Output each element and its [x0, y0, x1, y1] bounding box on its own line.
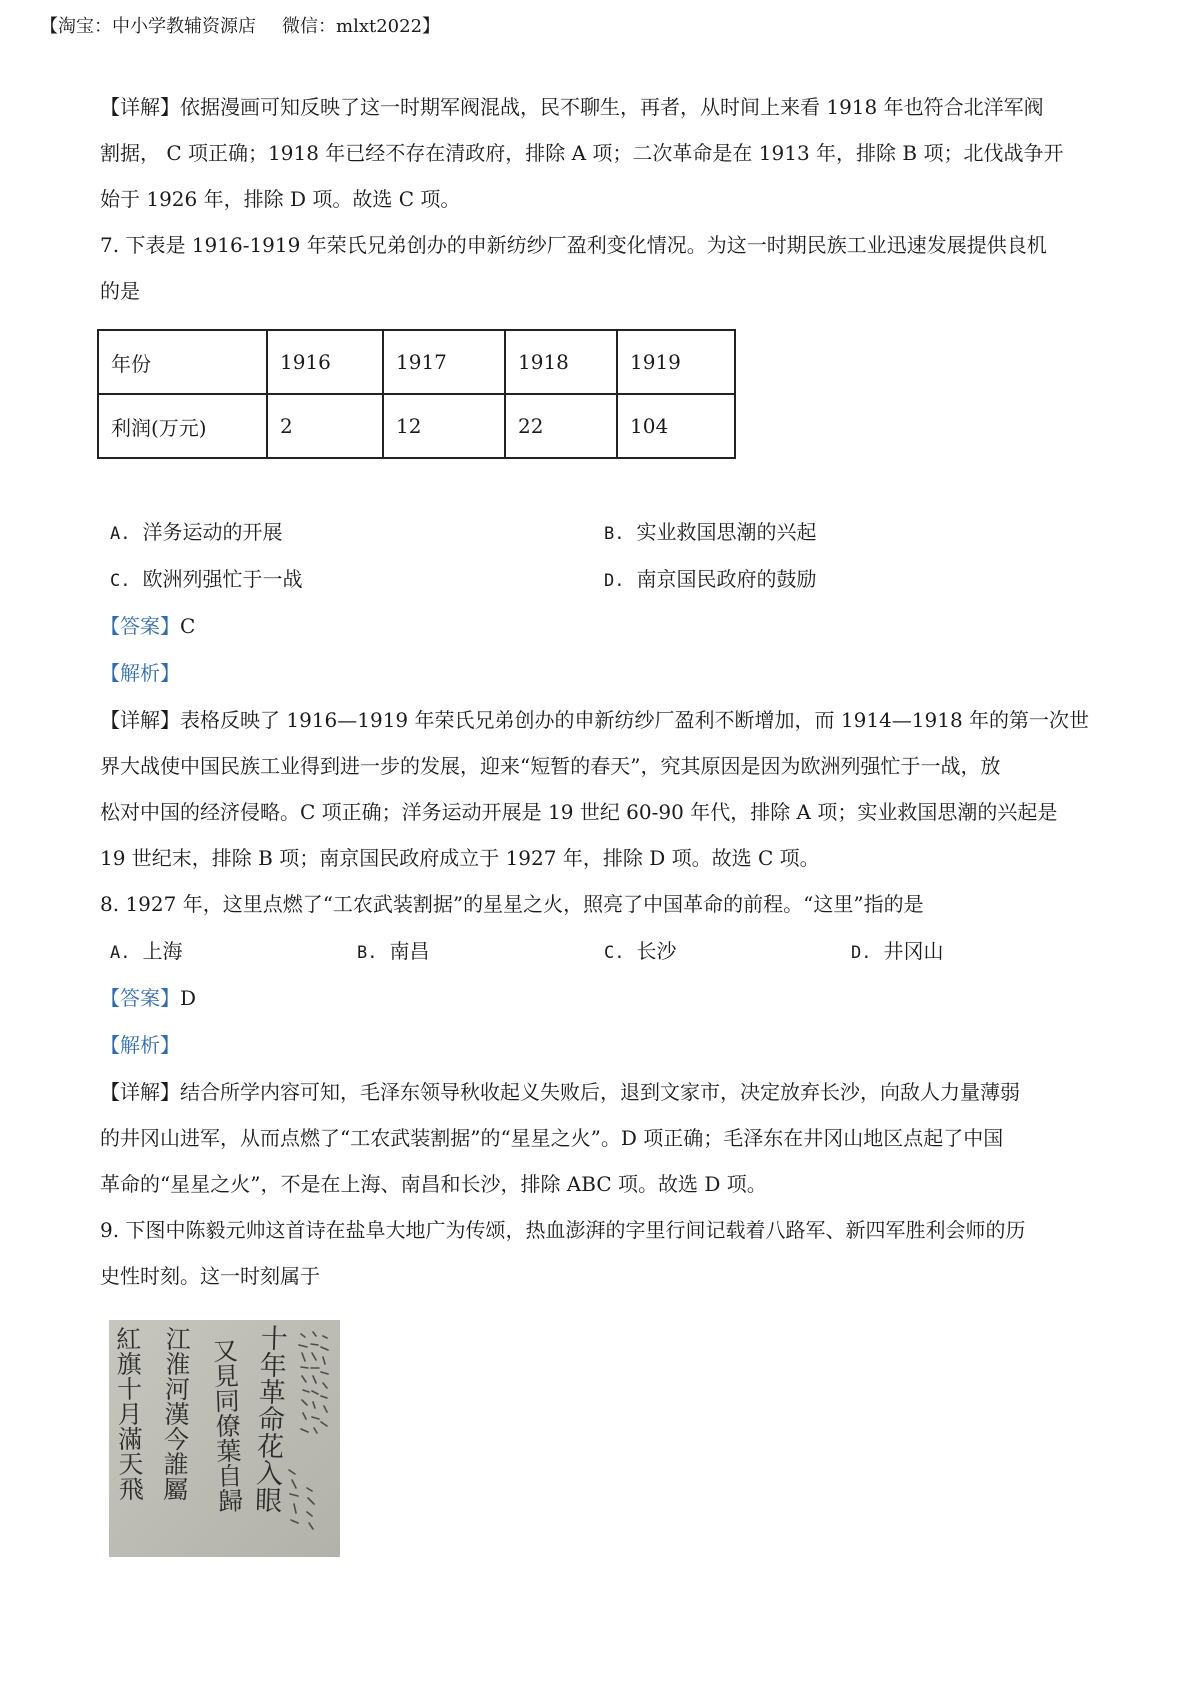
q8-detail-line-2: 的井冈山进军，从而点燃了“工农武装割据”的“星星之火”。D 项正确；毛泽东在井冈山地区点起了中国: [100, 1126, 1004, 1150]
q6-detail-line-2: 割据， C 项正确；1918 年已经不存在清政府，排除 A 项；二次革命是在 1913 年，排除 B 项；北伐战争开: [100, 141, 1064, 165]
q7-stem-line-1: 7. 下表是 1916-1919 年荣氏兄弟创办的申新纺纱厂盈利变化情况。为这一时期民族工业迅速发展提供良机: [100, 233, 1047, 257]
calligraphy-col-4: 紅旗十月滿天飛: [112, 1325, 145, 1502]
q6-detail-line-1: 【详解】依据漫画可知反映了这一时期军阀混战，民不聊生，再者，从时间上来看 1918 年也符合北洋军阀: [100, 95, 1044, 119]
detail-tag: 【详解】: [100, 1080, 180, 1104]
header-shop: 【淘宝：中小学教辅资源店: [40, 16, 256, 37]
table-cell: 1917: [383, 330, 505, 394]
q8-detail-line-1: 【详解】结合所学内容可知，毛泽东领导秋收起义失败后，退到文家市，决定放弃长沙，向敌人力量薄弱: [100, 1080, 1020, 1104]
q7-detail-line-4: 19 世纪末，排除 B 项；南京国民政府成立于 1927 年，排除 D 项。故选 C 项。: [100, 846, 820, 870]
answer-tag: 【答案】: [100, 986, 180, 1010]
q7-option-c: C. 欧洲列强忙于一战: [110, 567, 303, 591]
profit-table: [97, 329, 736, 459]
calligraphy-col-3: 江淮河漢今誰屬: [159, 1325, 192, 1502]
table-cell: 1918: [505, 330, 617, 394]
q8-option-d: D. 井冈山: [851, 939, 944, 963]
q8-stem: 8. 1927 年，这里点燃了“工农武装割据”的星星之火，照亮了中国革命的前程。“这里”指的是: [100, 892, 924, 916]
table-cell: 12: [383, 394, 505, 458]
table-cell: 利润(万元): [98, 394, 267, 458]
q8-option-c: C. 长沙: [604, 939, 677, 963]
q7-detail-line-3: 松对中国的经济侵略。C 项正确；洋务运动开展是 19 世纪 60-90 年代，排除 A 项；实业救国思潮的兴起是: [100, 800, 1058, 824]
q7-stem-line-2: 的是: [100, 279, 140, 303]
table-row: [98, 330, 735, 394]
table-cell: 年份: [98, 330, 267, 394]
q7-analysis-tag: 【解析】: [100, 661, 180, 685]
q9-stem-line-1: 9. 下图中陈毅元帅这首诗在盐阜大地广为传颂，热血澎湃的字里行间记载着八路军、新四军胜利会师的历: [100, 1218, 1026, 1242]
q7-answer: 【答案】C: [100, 614, 196, 638]
table-cell: 1916: [267, 330, 383, 394]
q8-option-b: B. 南昌: [357, 939, 430, 963]
table-row: [98, 394, 735, 458]
q9-stem-line-2: 史性时刻。这一时刻属于: [100, 1264, 320, 1288]
q7-option-a: A. 洋务运动的开展: [110, 520, 283, 544]
table-cell: 104: [617, 394, 735, 458]
q6-detail-line-3: 始于 1926 年，排除 D 项。故选 C 项。: [100, 187, 461, 211]
q8-answer: 【答案】D: [100, 986, 197, 1010]
calligraphy-col-2: 又見同僚葉自歸: [208, 1337, 245, 1514]
header-wechat: 微信：mlxt2022】: [282, 16, 441, 37]
q7-detail-line-2: 界大战使中国民族工业得到进一步的发展，迎来“短暂的春天”，究其原因是因为欧洲列强忙于一战，放: [100, 754, 1001, 778]
calligraphy-image: [109, 1320, 340, 1557]
q8-option-a: A. 上海: [110, 939, 183, 963]
table-cell: 1919: [617, 330, 735, 394]
q7-detail-line-1: 【详解】表格反映了 1916—1919 年荣氏兄弟创办的申新纺纱厂盈利不断增加，而 1914—1918 年的第一次世: [100, 708, 1090, 732]
q7-option-d: D. 南京国民政府的鼓励: [604, 567, 817, 591]
calligraphy-col-1: 十年革命花入眼: [249, 1323, 288, 1514]
q7-option-b: B. 实业救国思潮的兴起: [604, 520, 817, 544]
q8-analysis-tag: 【解析】: [100, 1033, 180, 1057]
table-cell: 2: [267, 394, 383, 458]
table-cell: 22: [505, 394, 617, 458]
detail-tag: 【详解】: [100, 708, 180, 732]
watermark-header: [40, 13, 440, 41]
answer-tag: 【答案】: [100, 614, 180, 638]
detail-tag: 【详解】: [100, 95, 180, 119]
q8-detail-line-3: 革命的“星星之火”，不是在上海、南昌和长沙，排除 ABC 项。故选 D 项。: [100, 1172, 767, 1196]
